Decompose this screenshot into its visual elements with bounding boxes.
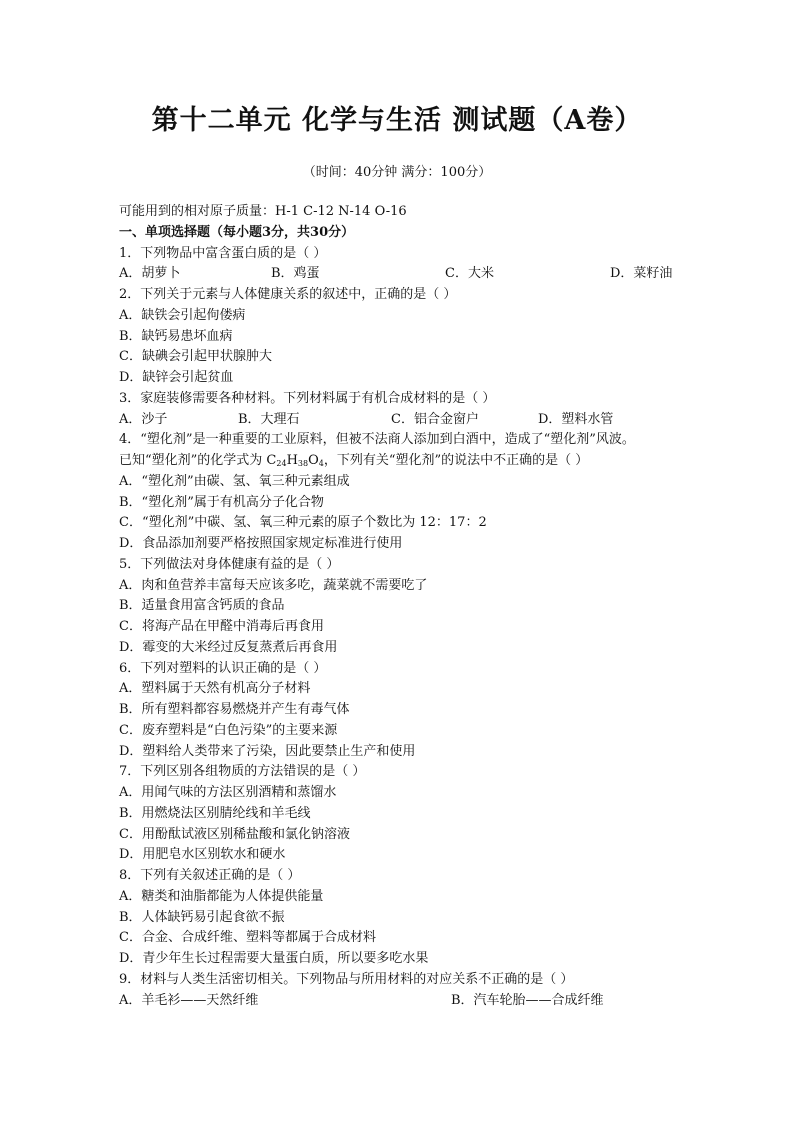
stem-text: ，下列有关“塑化剂”的说法中不正确的是（ ） [323,453,589,468]
option-c: C．大米 [445,266,494,282]
question-3-stem: 3．家庭装修需要各种材料。下列材料属于有机合成材料的是（ ） [119,390,496,406]
question-2-stem: 2．下列关于元素与人体健康关系的叙述中，正确的是（ ） [119,287,457,302]
question-4-stem-line2 [119,451,689,472]
option-d: D．塑料给人类带来了污染，因此要禁止生产和使用 [119,743,416,759]
option-b: B．适量食用富含钙质的食品 [119,598,285,614]
option-c: C．废弃塑料是“白色污染”的主要来源 [119,722,338,738]
formula-element: H [286,453,298,468]
formula-subscript: 4 [318,459,324,468]
option-d: D．青少年生长过程需要大量蛋白质，所以要多吃水果 [119,951,429,966]
question-3-options [119,410,689,431]
option-c: C．将海产品在甲醛中消毒后再食用 [119,619,324,634]
option-b: B．汽车轮胎——合成纤维 [451,992,604,1008]
option-c: C．铝合金窗户 [391,411,479,427]
option-a: A．糖类和油脂都能为人体提供能量 [119,888,324,904]
formula-subscript: 38 [297,459,309,468]
option-d: D．菜籽油 [610,266,673,282]
option-a: A．沙子 [119,411,168,427]
option-a: A．肉和鱼营养丰富每天应该多吃，蔬菜就不需要吃了 [119,577,428,593]
option-c: C．用酚酞试液区别稀盐酸和氯化钠溶液 [119,826,350,842]
option-a: A．“塑化剂”由碳、氢、氧三种元素组成 [119,473,350,489]
question-4-stem-line1: 4．“塑化剂”是一种重要的工业原料，但被不法商人添加到白酒中，造成了“塑化剂”风波。 [119,432,635,448]
exam-body [119,202,689,1011]
question-6-stem: 6．下列对塑料的认识正确的是（ ） [119,660,327,676]
section-heading: 一、单项选择题（每小题3分，共30分） [119,224,355,240]
option-d: D．霉变的大米经过反复蒸煮后再食用 [119,639,338,655]
option-b: B．人体缺钙易引起食欲不振 [119,909,285,925]
page-title: 第十二单元 化学与生活 测试题（A卷） [151,105,643,136]
question-9-options [119,991,689,1012]
option-a: A．胡萝卜 [119,266,181,282]
option-a: A．羊毛衫——天然纤维 [119,992,259,1008]
option-b: B．大理石 [238,411,300,427]
option-d: D．缺锌会引起贫血 [119,370,234,385]
option-a: A．缺铁会引起佝偻病 [119,307,246,323]
option-b: B．用燃烧法区别腈纶线和羊毛线 [119,805,311,821]
option-b: B．“塑化剂”属于有机高分子化合物 [119,494,324,510]
question-1-stem: 1．下列物品中富含蛋白质的是（ ） [119,245,327,261]
question-9-stem: 9．材料与人类生活密切相关。下列物品与所用材料的对应关系不正确的是（ ） [119,971,574,987]
option-d: D．用肥皂水区别软水和硬水 [119,847,286,863]
atomic-mass-note: 可能用到的相对原子质量：H-1 C-12 N-14 O-16 [119,204,407,219]
option-d: D．塑料水管 [538,411,614,427]
formula-element: O [308,453,319,468]
question-7-stem: 7．下列区别各组物质的方法错误的是（ ） [119,764,366,780]
question-8-stem: 8．下列有关叙述正确的是（ ） [119,868,301,883]
option-a: A．用闻气味的方法区别酒精和蒸馏水 [119,785,337,800]
option-d: D．食品添加剂要严格按照国家规定标准进行使用 [119,536,403,551]
option-b: B．缺钙易患坏血病 [119,328,233,344]
exam-info: （时间：40分钟 满分：100分） [302,165,492,180]
question-5-stem: 5．下列做法对身体健康有益的是（ ） [119,556,340,572]
option-c: C．合金、合成纤维、塑料等都属于合成材料 [119,930,376,946]
option-b: B．鸡蛋 [271,266,320,282]
stem-text: 已知“塑化剂”的化学式为 C [119,453,277,468]
question-1-options [119,264,689,285]
formula-subscript: 24 [276,459,287,468]
option-c: C．缺碘会引起甲状腺肿大 [119,349,272,365]
option-a: A．塑料属于天然有机高分子材料 [119,681,311,697]
option-b: B．所有塑料都容易燃烧并产生有毒气体 [119,702,350,717]
option-c: C．“塑化剂”中碳、氢、氧三种元素的原子个数比为 12：17：2 [119,515,487,531]
